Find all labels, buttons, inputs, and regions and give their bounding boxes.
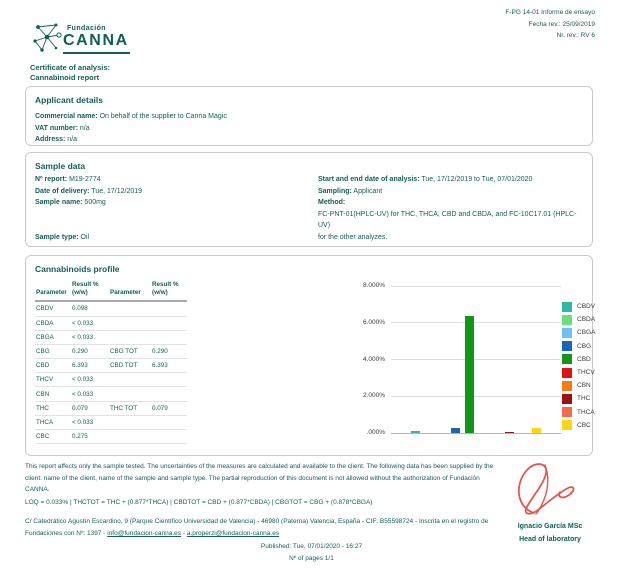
result-cell: < 0.033 [71, 387, 109, 401]
parameter-cell: THCV [35, 373, 71, 387]
legend-item-CBG [562, 340, 595, 353]
result-cell [151, 330, 187, 344]
legend-swatch [562, 381, 572, 391]
result-cell: 0.290 [71, 344, 109, 358]
sample-data-section [25, 152, 593, 247]
bar-CBC [532, 428, 541, 433]
disclaimer-text: This report affects only the sample tested. The uncertainties of the measures are calculated and available to the client. The following data has been supplied by the client: name of the client, name of the sample and sample type. The partial reproduction of this document is not allowed without the authorization of Fundación CANNA. [25, 463, 494, 494]
parameter-cell: CBN [35, 387, 71, 401]
parameter-cell: CBDV [35, 301, 71, 316]
doc-ref-line: Nr. rev.: RV 6 [556, 32, 595, 40]
page-count: Nº of pages 1/1 [289, 555, 334, 563]
signature-block [492, 455, 612, 524]
legend-swatch [562, 328, 572, 338]
column-header: Result % (w/w) [71, 280, 109, 301]
field-value: 500mg [84, 199, 106, 206]
result-cell: < 0.033 [71, 415, 109, 429]
legend-label: THCV [577, 369, 595, 377]
cannabinoids-bar-chart [331, 276, 591, 448]
sample-type-row [35, 232, 142, 244]
field-value: M19-2774 [69, 176, 101, 183]
method-line1: FC-PNT-01(HPLC-UV) for THC, THCA, CBD and CBDA, and FC-10C17.01 (HPLC-UV) [318, 210, 577, 229]
column-header: Parameter [109, 280, 151, 301]
loq-formula-line: LOQ = 0.033% | THCTOT = THC + (0.877*THCA) | CBDTOT = CBD + (0.877*CBDA) | CBGTOT = CBG + (0.878*CBGA) [25, 499, 373, 506]
legend-swatch [562, 341, 572, 351]
result-cell [151, 430, 187, 444]
legend-label: THC [577, 395, 591, 403]
legend-item-CBDA [562, 313, 595, 326]
logo-underline [63, 52, 130, 54]
legend-item-CBD [562, 353, 595, 366]
result-cell: 0.079 [71, 401, 109, 415]
signer-title: Head of laboratory [519, 535, 581, 543]
legend-item-THCV [562, 366, 595, 379]
legend-item-THC [562, 392, 595, 405]
sample-right-column [318, 174, 588, 243]
parameter-cell: CBG [35, 344, 71, 358]
result-cell [151, 415, 187, 429]
chart-legend [562, 300, 595, 432]
table-row [35, 301, 187, 316]
section-title-applicant: Applicant details [35, 95, 104, 105]
legend-label: CBG [577, 342, 592, 350]
table-row [35, 401, 187, 415]
y-tick-label: 4.000% [362, 355, 385, 363]
parameter-cell [109, 430, 151, 444]
legend-item-THCA [562, 406, 595, 419]
email-link-info[interactable]: info@fundacion-canna.es [107, 530, 182, 538]
signature-scribble [502, 455, 602, 519]
address-separator: - [181, 530, 187, 538]
parameter-cell [109, 330, 151, 344]
legend-swatch [562, 315, 572, 325]
section-title-profile: Cannabinoids profile [35, 264, 120, 274]
field-value: Applicant [353, 187, 383, 195]
address-line [25, 516, 497, 540]
result-cell: 6.393 [71, 359, 109, 373]
analysis-dates-row [318, 174, 588, 186]
table-row [35, 387, 187, 401]
field-value: On behalf of the supplier to Canna Magic [99, 113, 227, 120]
field-value: Tue, 17/12/2019 [91, 187, 143, 195]
result-cell [151, 373, 187, 387]
section-title-sample: Sample data [35, 161, 86, 171]
bar-CBDV [411, 431, 420, 433]
table-row [35, 373, 187, 387]
doc-reference [505, 7, 595, 42]
applicant-details-section [25, 86, 593, 146]
field-label: Method: [318, 199, 346, 206]
parameter-cell [109, 415, 151, 429]
field-value: Oil [80, 233, 90, 241]
address-text: C/ Catedrático Agustín Escardino, 9 (Parque Científico Universidad de Valencia) - 46980 (Paterna) Valencia, España - CIF: B55598724 - Inscrita en el registro de Fundaciones con Nº: 1397 - [25, 518, 489, 538]
published-date: Published: Tue, 07/01/2020 - 16:27 [260, 543, 363, 550]
result-cell [151, 301, 187, 316]
parameter-cell: CBDA [35, 316, 71, 330]
doc-ref-line: Fecha rev.: 25/09/2019 [528, 20, 595, 28]
parameter-cell: CBG TOT [109, 344, 151, 358]
legend-swatch [562, 354, 572, 364]
legend-item-CBDV [562, 300, 595, 313]
vat-number-row [35, 123, 583, 135]
field-label: Sampling: [318, 187, 352, 195]
cannabinoids-table [35, 280, 187, 444]
result-cell [151, 387, 187, 401]
parameter-cell: CBC [35, 430, 71, 444]
table-row [35, 415, 187, 429]
field-value: Tue, 17/12/2019 to Tue, 07/01/2020 [421, 176, 533, 183]
legend-label: CBD [577, 355, 591, 363]
result-cell: < 0.033 [71, 316, 109, 330]
legend-label: CBN [577, 382, 591, 390]
legend-swatch [562, 368, 572, 378]
parameter-cell: THC [35, 401, 71, 415]
column-header: Result % (w/w) [151, 280, 187, 301]
email-link-properzi[interactable]: a.properzi@fundacion-canna.es [186, 530, 280, 538]
page-title [30, 63, 110, 83]
delivery-date-row [35, 186, 142, 198]
parameter-cell: THCA [35, 415, 71, 429]
y-tick-label: 2.000% [362, 392, 385, 400]
field-label: Commercial name: [35, 113, 98, 120]
published-block [0, 541, 623, 566]
field-label: Start and end date of analysis: [318, 176, 420, 183]
legend-label: CBDV [577, 303, 596, 311]
y-tick-label: 8.000% [362, 282, 385, 289]
logo-fundacion-text: Fundación [67, 25, 106, 32]
field-label: Nº report: [35, 176, 68, 183]
commercial-name-row [35, 111, 583, 123]
bar-CBD [465, 316, 474, 433]
legend-label: CBC [577, 421, 591, 429]
legend-swatch [562, 394, 572, 404]
table-row [35, 359, 187, 373]
bar-CBG [451, 428, 460, 433]
table-row [35, 344, 187, 358]
column-header: Parameter [35, 280, 71, 301]
legend-swatch [562, 420, 572, 430]
legend-item-CBN [562, 379, 595, 392]
parameter-cell [109, 301, 151, 316]
field-label: Sample name: [35, 199, 83, 206]
bar-THC [505, 432, 514, 433]
result-cell: 6.393 [151, 359, 187, 373]
sampling-row [318, 186, 588, 198]
result-cell: < 0.033 [71, 373, 109, 387]
signer-name: Ignacio García MSc [517, 523, 583, 530]
cannabinoids-profile-section [25, 255, 596, 456]
legend-label: CBGA [577, 329, 596, 337]
result-cell: 0.290 [151, 344, 187, 358]
legend-label: THCA [577, 408, 595, 416]
table-header-row [35, 280, 187, 301]
y-tick-label: .000% [366, 429, 385, 436]
method-line2: for the other analyzes. [318, 233, 388, 241]
page-title-line2: Cannabinoid report [30, 73, 100, 83]
atom-icon [30, 19, 66, 57]
legend-item-CBC [562, 419, 595, 432]
legend-swatch [562, 407, 572, 417]
report-number-row [35, 174, 142, 186]
parameter-cell: CBD [35, 359, 71, 373]
table-row [35, 316, 187, 330]
field-label: Address: [35, 136, 66, 143]
bars-container [409, 286, 543, 433]
chart-plot [362, 282, 561, 436]
result-cell: 0.079 [151, 401, 187, 415]
sample-name-row [35, 197, 142, 209]
y-tick-label: 6.000% [362, 318, 385, 326]
parameter-cell: THC TOT [109, 401, 151, 415]
logo-canna-text: CANNA [63, 32, 129, 49]
legend-swatch [562, 302, 572, 312]
result-cell [151, 316, 187, 330]
address-row [35, 134, 583, 146]
doc-ref-line: F-PG 14-01 Informe de ensayo [505, 9, 595, 16]
page-title-line1: Certificate of analysis: [30, 63, 111, 72]
sample-left-column [35, 174, 142, 243]
result-cell: 0.098 [71, 301, 109, 316]
field-label: Sample type: [35, 233, 79, 241]
legend-item-CBGA [562, 326, 595, 339]
canna-logo [30, 19, 140, 65]
parameter-cell [109, 373, 151, 387]
parameter-cell [109, 316, 151, 330]
table-row [35, 430, 187, 444]
field-label: Date of delivery: [35, 187, 90, 195]
field-value: n/a [79, 124, 90, 132]
parameter-cell [109, 387, 151, 401]
result-cell: < 0.033 [71, 330, 109, 344]
field-label: VAT number: [35, 124, 78, 132]
legend-label: CBDA [577, 316, 596, 324]
parameter-cell: CBGA [35, 330, 71, 344]
method-label-row [318, 197, 588, 209]
table-row [35, 330, 187, 344]
parameter-cell: CBD TOT [109, 359, 151, 373]
result-cell: 0.275 [71, 430, 109, 444]
field-value: n/a [67, 136, 78, 143]
